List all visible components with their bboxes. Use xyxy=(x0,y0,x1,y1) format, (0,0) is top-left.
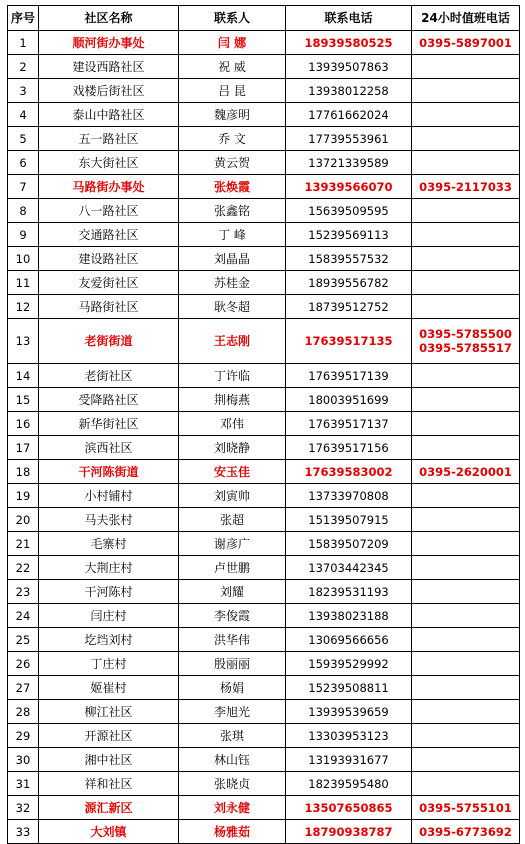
row-phone: 17739553961 xyxy=(286,127,412,151)
row-phone: 15839557532 xyxy=(286,247,412,271)
row-duty-phone xyxy=(412,364,520,388)
row-community-name: 交通路社区 xyxy=(39,223,179,247)
row-index: 26 xyxy=(8,652,39,676)
row-contact-person: 杨娟 xyxy=(179,676,286,700)
row-index: 14 xyxy=(8,364,39,388)
row-duty-phone xyxy=(412,604,520,628)
table-row xyxy=(8,151,520,175)
row-community-name: 柳江社区 xyxy=(39,700,179,724)
row-contact-person: 李旭光 xyxy=(179,700,286,724)
table-row xyxy=(8,103,520,127)
row-community-name: 受降路社区 xyxy=(39,388,179,412)
row-phone: 17639517139 xyxy=(286,364,412,388)
row-duty-phone xyxy=(412,199,520,223)
row-index: 9 xyxy=(8,223,39,247)
duty-phone-number: 0395-5755101 xyxy=(419,800,512,815)
row-community-name: 滨西社区 xyxy=(39,436,179,460)
table-row xyxy=(8,724,520,748)
row-phone: 17639517135 xyxy=(286,319,412,364)
table-row xyxy=(8,580,520,604)
row-duty-phone xyxy=(412,508,520,532)
row-duty-phone xyxy=(412,796,520,820)
row-index: 32 xyxy=(8,796,39,820)
row-contact-person: 林山钰 xyxy=(179,748,286,772)
row-community-name: 祥和社区 xyxy=(39,772,179,796)
row-duty-phone xyxy=(412,556,520,580)
contact-table xyxy=(7,5,520,844)
row-duty-phone xyxy=(412,772,520,796)
row-index: 17 xyxy=(8,436,39,460)
table-row xyxy=(8,247,520,271)
row-index: 6 xyxy=(8,151,39,175)
row-community-name: 东大街社区 xyxy=(39,151,179,175)
row-phone: 13939539659 xyxy=(286,700,412,724)
row-index: 1 xyxy=(8,31,39,55)
row-community-name: 五一路社区 xyxy=(39,127,179,151)
row-contact-person: 刘晶晶 xyxy=(179,247,286,271)
table-row xyxy=(8,388,520,412)
table-row xyxy=(8,436,520,460)
table-row xyxy=(8,748,520,772)
row-community-name: 马路街社区 xyxy=(39,295,179,319)
row-contact-person: 祝 威 xyxy=(179,55,286,79)
row-index: 23 xyxy=(8,580,39,604)
row-contact-person: 荆梅燕 xyxy=(179,388,286,412)
row-phone: 18739512752 xyxy=(286,295,412,319)
duty-phone-number: 0395-6773692 xyxy=(419,824,512,839)
row-phone: 18239595480 xyxy=(286,772,412,796)
row-community-name: 源汇新区 xyxy=(39,796,179,820)
table-row xyxy=(8,55,520,79)
row-community-name: 新华街社区 xyxy=(39,412,179,436)
row-phone: 15939529992 xyxy=(286,652,412,676)
table-row xyxy=(8,319,520,364)
row-phone: 18939556782 xyxy=(286,271,412,295)
row-index: 28 xyxy=(8,700,39,724)
header-community-name: 社区名称 xyxy=(39,6,179,31)
row-index: 31 xyxy=(8,772,39,796)
table-row xyxy=(8,31,520,55)
row-community-name: 马路街办事处 xyxy=(39,175,179,199)
row-duty-phone xyxy=(412,103,520,127)
row-duty-phone xyxy=(412,748,520,772)
row-phone: 13938023188 xyxy=(286,604,412,628)
row-community-name: 建设路社区 xyxy=(39,247,179,271)
row-phone: 15139507915 xyxy=(286,508,412,532)
row-contact-person: 刘晓静 xyxy=(179,436,286,460)
row-community-name: 干河陈村 xyxy=(39,580,179,604)
table-row xyxy=(8,223,520,247)
table-row xyxy=(8,532,520,556)
row-community-name: 小村铺村 xyxy=(39,484,179,508)
row-contact-person: 苏桂金 xyxy=(179,271,286,295)
row-phone: 13939566070 xyxy=(286,175,412,199)
row-phone: 13733970808 xyxy=(286,484,412,508)
row-contact-person: 张超 xyxy=(179,508,286,532)
row-duty-phone xyxy=(412,628,520,652)
row-phone: 18939580525 xyxy=(286,31,412,55)
contact-sheet xyxy=(7,5,519,844)
duty-phone-number: 0395-2117033 xyxy=(419,179,512,194)
row-index: 5 xyxy=(8,127,39,151)
row-duty-phone xyxy=(412,79,520,103)
duty-phone-number: 0395-5785500 xyxy=(419,327,512,341)
row-duty-phone xyxy=(412,127,520,151)
row-index: 16 xyxy=(8,412,39,436)
row-contact-person: 卢世鹏 xyxy=(179,556,286,580)
row-community-name: 大荆庄村 xyxy=(39,556,179,580)
row-duty-phone xyxy=(412,31,520,55)
duty-phone-number: 0395-5897001 xyxy=(419,35,512,50)
row-contact-person: 张焕霞 xyxy=(179,175,286,199)
row-phone: 17639583002 xyxy=(286,460,412,484)
row-duty-phone xyxy=(412,580,520,604)
row-phone: 13721339589 xyxy=(286,151,412,175)
row-phone: 18239531193 xyxy=(286,580,412,604)
row-index: 19 xyxy=(8,484,39,508)
row-contact-person: 邓伟 xyxy=(179,412,286,436)
row-index: 24 xyxy=(8,604,39,628)
header-contact-person: 联系人 xyxy=(179,6,286,31)
row-phone: 18790938787 xyxy=(286,820,412,844)
table-row xyxy=(8,628,520,652)
row-contact-person: 乔 文 xyxy=(179,127,286,151)
row-phone: 13939507863 xyxy=(286,55,412,79)
table-row xyxy=(8,772,520,796)
table-row xyxy=(8,271,520,295)
header-row xyxy=(8,6,520,31)
row-duty-phone xyxy=(412,484,520,508)
row-index: 25 xyxy=(8,628,39,652)
row-community-name: 老街社区 xyxy=(39,364,179,388)
row-phone: 15239569113 xyxy=(286,223,412,247)
row-contact-person: 张鑫铭 xyxy=(179,199,286,223)
row-duty-phone xyxy=(412,247,520,271)
row-community-name: 开源社区 xyxy=(39,724,179,748)
row-index: 2 xyxy=(8,55,39,79)
row-index: 33 xyxy=(8,820,39,844)
table-row xyxy=(8,820,520,844)
row-contact-person: 闫 娜 xyxy=(179,31,286,55)
row-index: 29 xyxy=(8,724,39,748)
table-row xyxy=(8,652,520,676)
row-duty-phone xyxy=(412,532,520,556)
table-row xyxy=(8,460,520,484)
table-row xyxy=(8,175,520,199)
row-index: 15 xyxy=(8,388,39,412)
row-community-name: 戏楼后街社区 xyxy=(39,79,179,103)
table-row xyxy=(8,295,520,319)
row-duty-phone xyxy=(412,55,520,79)
row-phone: 17761662024 xyxy=(286,103,412,127)
row-duty-phone xyxy=(412,820,520,844)
row-index: 21 xyxy=(8,532,39,556)
row-contact-person: 张晓贞 xyxy=(179,772,286,796)
row-community-name: 丁庄村 xyxy=(39,652,179,676)
table-row xyxy=(8,364,520,388)
row-duty-phone xyxy=(412,436,520,460)
row-phone: 18003951699 xyxy=(286,388,412,412)
table-row xyxy=(8,412,520,436)
row-index: 12 xyxy=(8,295,39,319)
row-contact-person: 殷丽丽 xyxy=(179,652,286,676)
row-index: 22 xyxy=(8,556,39,580)
header-phone: 联系电话 xyxy=(286,6,412,31)
row-duty-phone xyxy=(412,412,520,436)
row-contact-person: 杨雅茹 xyxy=(179,820,286,844)
duty-phone-number: 0395-5785517 xyxy=(419,341,512,355)
row-duty-phone xyxy=(412,652,520,676)
row-contact-person: 王志刚 xyxy=(179,319,286,364)
row-duty-phone xyxy=(412,319,520,364)
row-contact-person: 刘永健 xyxy=(179,796,286,820)
table-row xyxy=(8,199,520,223)
row-duty-phone xyxy=(412,223,520,247)
row-index: 27 xyxy=(8,676,39,700)
row-duty-phone xyxy=(412,724,520,748)
row-index: 8 xyxy=(8,199,39,223)
row-duty-phone xyxy=(412,676,520,700)
row-phone: 15839507209 xyxy=(286,532,412,556)
row-phone: 13069566656 xyxy=(286,628,412,652)
row-duty-phone xyxy=(412,388,520,412)
row-contact-person: 丁许临 xyxy=(179,364,286,388)
row-community-name: 泰山中路社区 xyxy=(39,103,179,127)
table-row xyxy=(8,556,520,580)
table-row xyxy=(8,676,520,700)
row-community-name: 建设西路社区 xyxy=(39,55,179,79)
row-duty-phone xyxy=(412,271,520,295)
header-duty-phone: 24小时值班电话 xyxy=(412,6,520,31)
row-phone: 13938012258 xyxy=(286,79,412,103)
row-contact-person: 丁 峰 xyxy=(179,223,286,247)
row-community-name: 八一路社区 xyxy=(39,199,179,223)
row-contact-person: 张琪 xyxy=(179,724,286,748)
row-phone: 17639517156 xyxy=(286,436,412,460)
row-index: 13 xyxy=(8,319,39,364)
row-community-name: 圪垱刘村 xyxy=(39,628,179,652)
row-phone: 15239508811 xyxy=(286,676,412,700)
table-row xyxy=(8,127,520,151)
row-community-name: 干河陈街道 xyxy=(39,460,179,484)
row-duty-phone xyxy=(412,460,520,484)
table-row xyxy=(8,796,520,820)
row-contact-person: 魏彦明 xyxy=(179,103,286,127)
row-contact-person: 耿冬超 xyxy=(179,295,286,319)
row-contact-person: 洪华伟 xyxy=(179,628,286,652)
table-row xyxy=(8,508,520,532)
row-index: 30 xyxy=(8,748,39,772)
table-row xyxy=(8,604,520,628)
row-index: 3 xyxy=(8,79,39,103)
row-phone: 17639517137 xyxy=(286,412,412,436)
table-row xyxy=(8,700,520,724)
row-phone: 15639509595 xyxy=(286,199,412,223)
table-row xyxy=(8,79,520,103)
row-phone: 13703442345 xyxy=(286,556,412,580)
row-contact-person: 刘耀 xyxy=(179,580,286,604)
row-contact-person: 李俊霞 xyxy=(179,604,286,628)
header-index: 序号 xyxy=(8,6,39,31)
table-body xyxy=(8,31,520,844)
row-index: 20 xyxy=(8,508,39,532)
row-index: 7 xyxy=(8,175,39,199)
row-contact-person: 刘寅帅 xyxy=(179,484,286,508)
row-community-name: 大刘镇 xyxy=(39,820,179,844)
row-index: 18 xyxy=(8,460,39,484)
row-contact-person: 吕 昆 xyxy=(179,79,286,103)
row-contact-person: 黄云贺 xyxy=(179,151,286,175)
row-phone: 13303953123 xyxy=(286,724,412,748)
row-index: 4 xyxy=(8,103,39,127)
row-community-name: 湘中社区 xyxy=(39,748,179,772)
row-duty-phone xyxy=(412,151,520,175)
row-community-name: 顺河街办事处 xyxy=(39,31,179,55)
row-community-name: 闫庄村 xyxy=(39,604,179,628)
row-community-name: 老街街道 xyxy=(39,319,179,364)
row-index: 11 xyxy=(8,271,39,295)
row-duty-phone xyxy=(412,700,520,724)
row-index: 10 xyxy=(8,247,39,271)
row-community-name: 友爱街社区 xyxy=(39,271,179,295)
row-contact-person: 安玉佳 xyxy=(179,460,286,484)
row-community-name: 姬崔村 xyxy=(39,676,179,700)
row-community-name: 马夫张村 xyxy=(39,508,179,532)
row-duty-phone xyxy=(412,295,520,319)
row-contact-person: 谢彦广 xyxy=(179,532,286,556)
row-phone: 13507650865 xyxy=(286,796,412,820)
row-community-name: 毛寨村 xyxy=(39,532,179,556)
row-duty-phone xyxy=(412,175,520,199)
row-phone: 13193931677 xyxy=(286,748,412,772)
duty-phone-number: 0395-2620001 xyxy=(419,464,512,479)
table-row xyxy=(8,484,520,508)
